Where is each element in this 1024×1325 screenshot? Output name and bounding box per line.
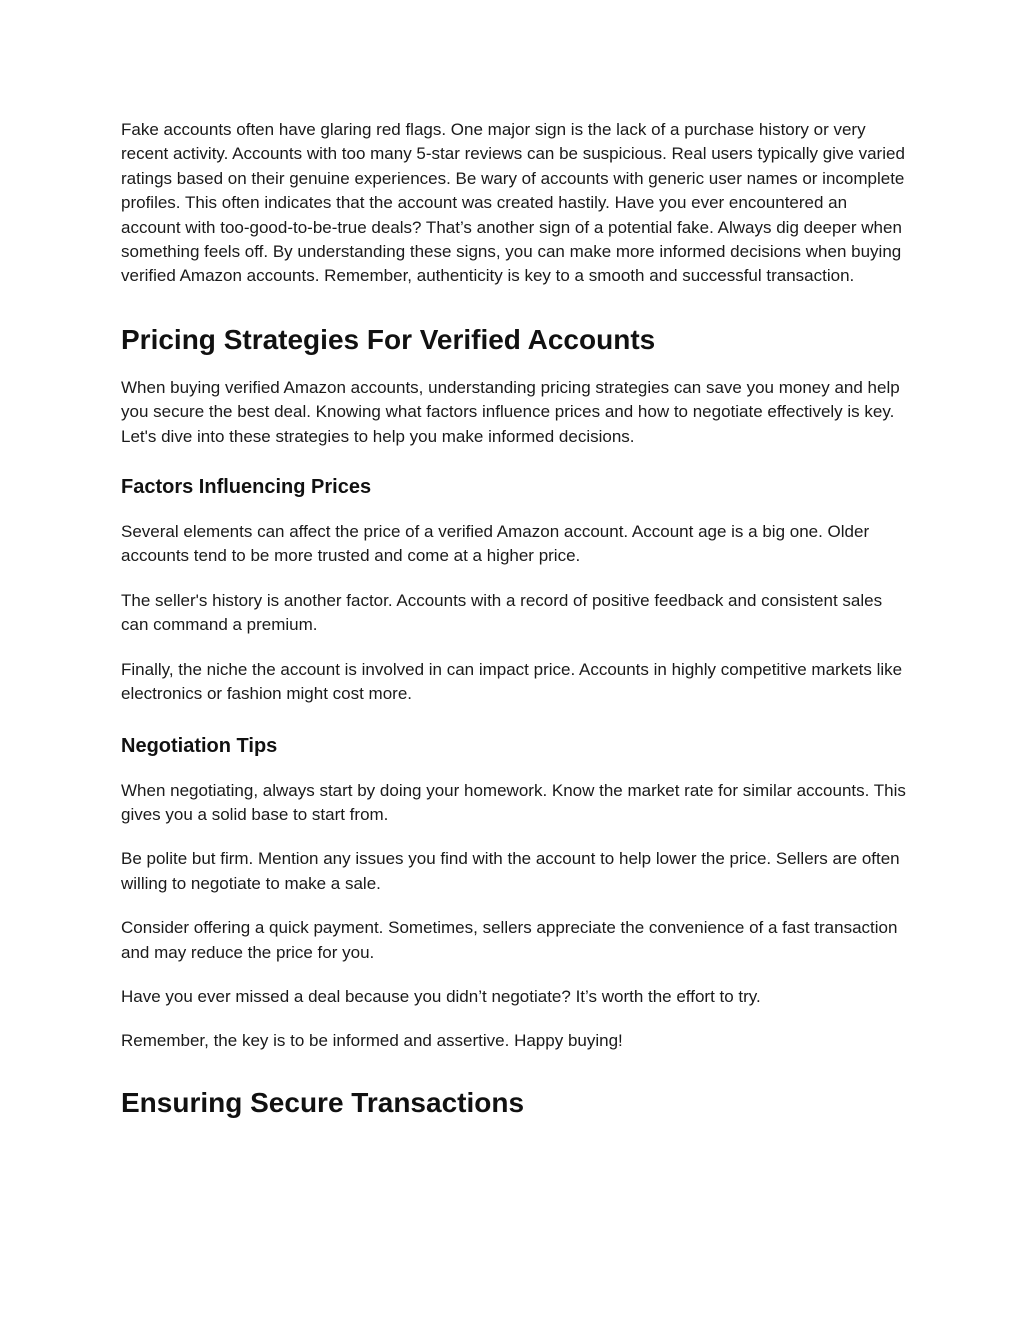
intro-paragraph: Fake accounts often have glaring red flags. One major sign is the lack of a purchase history or very recent activity. Accounts with too many 5-star reviews can be suspicious. Real users typically give varied ratings based on their genuine experiences. Be wary of accounts with generic user names or incomplete profiles. This often indicates that the account was created hastily. Have you ever encountered an account with too-good-to-be-true deals? That’s another sign of a potential fake. Always dig deeper when something feels off. By understanding these signs, you can make more informed decisions when buying verified Amazon accounts. Remember, authenticity is key to a smooth and successful transaction. <box>121 120 905 286</box>
factors-paragraph: Several elements can affect the price of a verified Amazon account. Account age is a big one. Older accounts tend to be more trusted and come at a higher price. <box>121 522 870 566</box>
negotiation-paragraph: Remember, the key is to be informed and assertive. Happy buying! <box>121 1031 623 1051</box>
negotiation-paragraph: When negotiating, always start by doing your homework. Know the market rate for similar accounts. This gives you a solid base to start from. <box>121 780 906 824</box>
factors-heading: Factors Influencing Prices <box>121 476 372 499</box>
pricing-heading: Pricing Strategies For Verified Accounts <box>121 323 656 355</box>
document-page <box>121 118 911 1121</box>
negotiation-paragraph: Be polite but firm. Mention any issues you find with the account to help lower the price. Sellers are often willing to negotiate to make a sale. <box>121 849 900 893</box>
negotiation-heading: Negotiation Tips <box>121 734 278 757</box>
factors-paragraph: Finally, the niche the account is involved in can impact price. Accounts in highly competitive markets like electronics or fashion might cost more. <box>121 659 903 704</box>
negotiation-paragraph: Have you ever missed a deal because you didn’t negotiate? It’s worth the effort to try. <box>121 986 761 1006</box>
secure-transactions-heading: Ensuring Secure Transactions <box>121 1086 525 1118</box>
factors-paragraph: The seller's history is another factor. Accounts with a record of positive feedback and consistent sales can command a premium. <box>121 590 883 635</box>
pricing-intro-paragraph: When buying verified Amazon accounts, understanding pricing strategies can save you money and help you secure the best deal. Knowing what factors influence prices and how to negotiate effectively is key. Let's dive into these strategies to help you make informed decisions. <box>121 377 900 446</box>
negotiation-paragraph: Consider offering a quick payment. Sometimes, sellers appreciate the convenience of a fast transaction and may reduce the price for you. <box>121 918 898 962</box>
